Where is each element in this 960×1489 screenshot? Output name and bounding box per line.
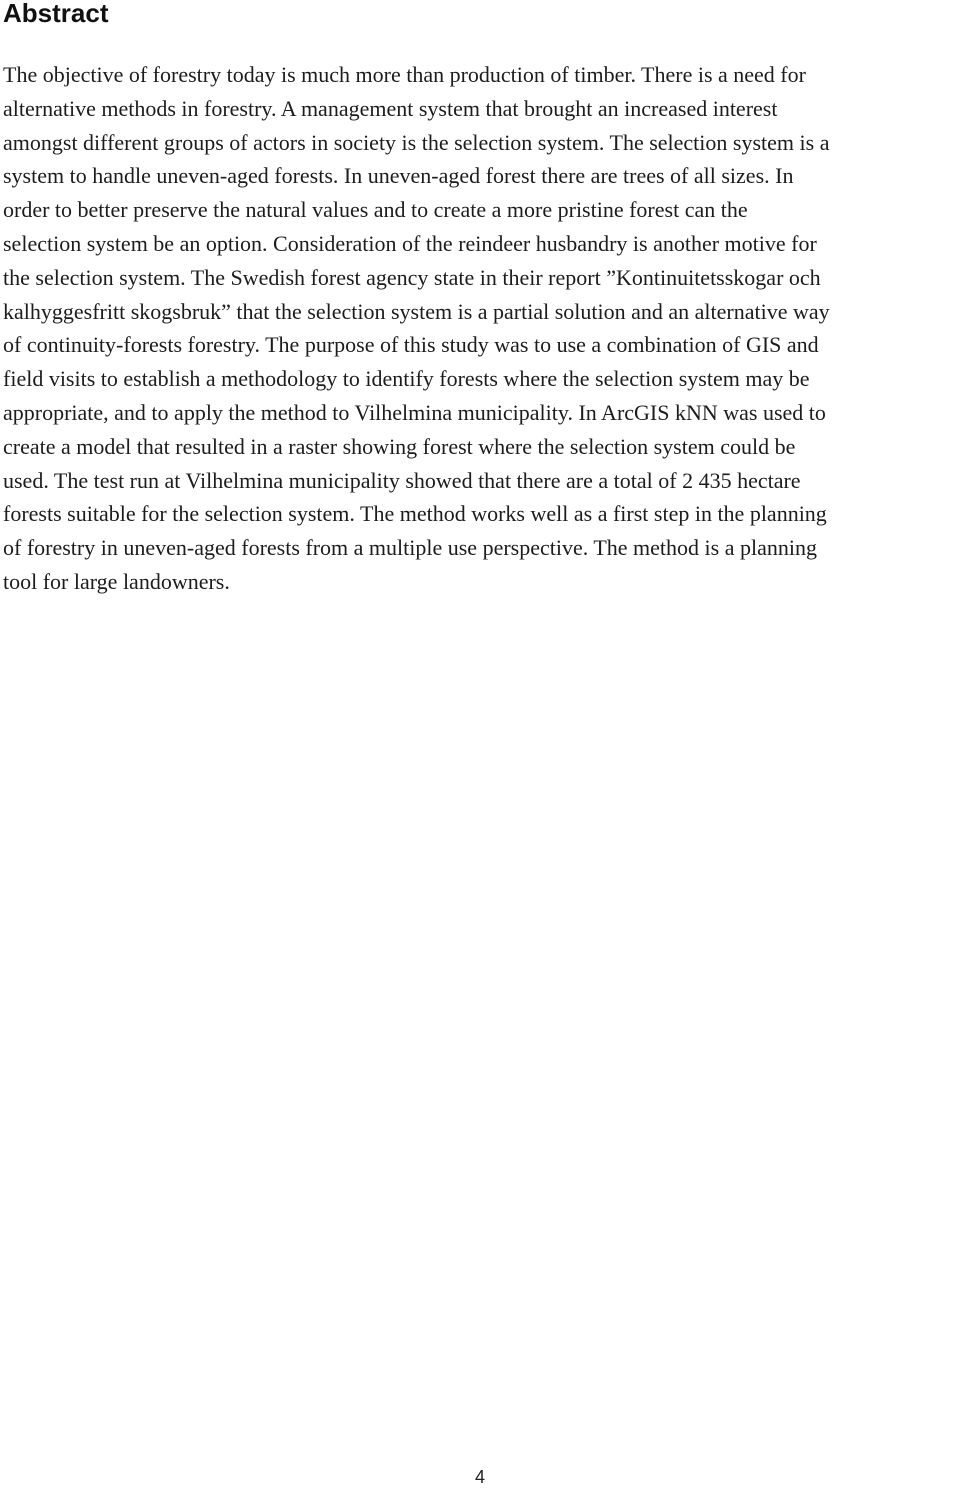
text-line: amongst different groups of actors in society is the selection system. The selection system is a [3,129,830,155]
text-line: used. The test run at Vilhelmina municipality showed that there are a total of 2 435 hectare [3,467,801,493]
abstract-paragraph [3,58,955,599]
text-line: The objective of forestry today is much more than production of timber. There is a need for [3,62,806,87]
text-line: kalhyggesfritt skogsbruk” that the selection system is a partial solution and an alternative way [3,298,830,324]
text-line: alternative methods in forestry. A management system that brought an increased interest [3,95,778,121]
text-line: the selection system. The Swedish forest agency state in their report ”Kontinuitetsskogar och [3,264,821,290]
text-line: of continuity-forests forestry. The purpose of this study was to use a combination of GIS and [3,332,819,358]
section-heading: Abstract [3,0,109,28]
text-line: forests suitable for the selection system. The method works well as a first step in the planning [3,501,827,527]
text-line: appropriate, and to apply the method to Vilhelmina municipality. In ArcGIS kNN was used to [3,399,826,425]
text-line: selection system be an option. Consideration of the reindeer husbandry is another motive for [3,230,817,256]
text-line: system to handle uneven-aged forests. In uneven-aged forest there are trees of all sizes. In [3,163,794,189]
page-number: 4 [474,1467,485,1487]
text-line: create a model that resulted in a raster showing forest where the selection system could be [3,433,796,459]
text-line: order to better preserve the natural values and to create a more pristine forest can the [3,197,748,223]
text-line: tool for large landowners. [3,568,230,594]
text-line: field visits to establish a methodology to identify forests where the selection system may be [3,366,810,392]
text-line: of forestry in uneven-aged forests from a multiple use perspective. The method is a planning [3,535,817,561]
